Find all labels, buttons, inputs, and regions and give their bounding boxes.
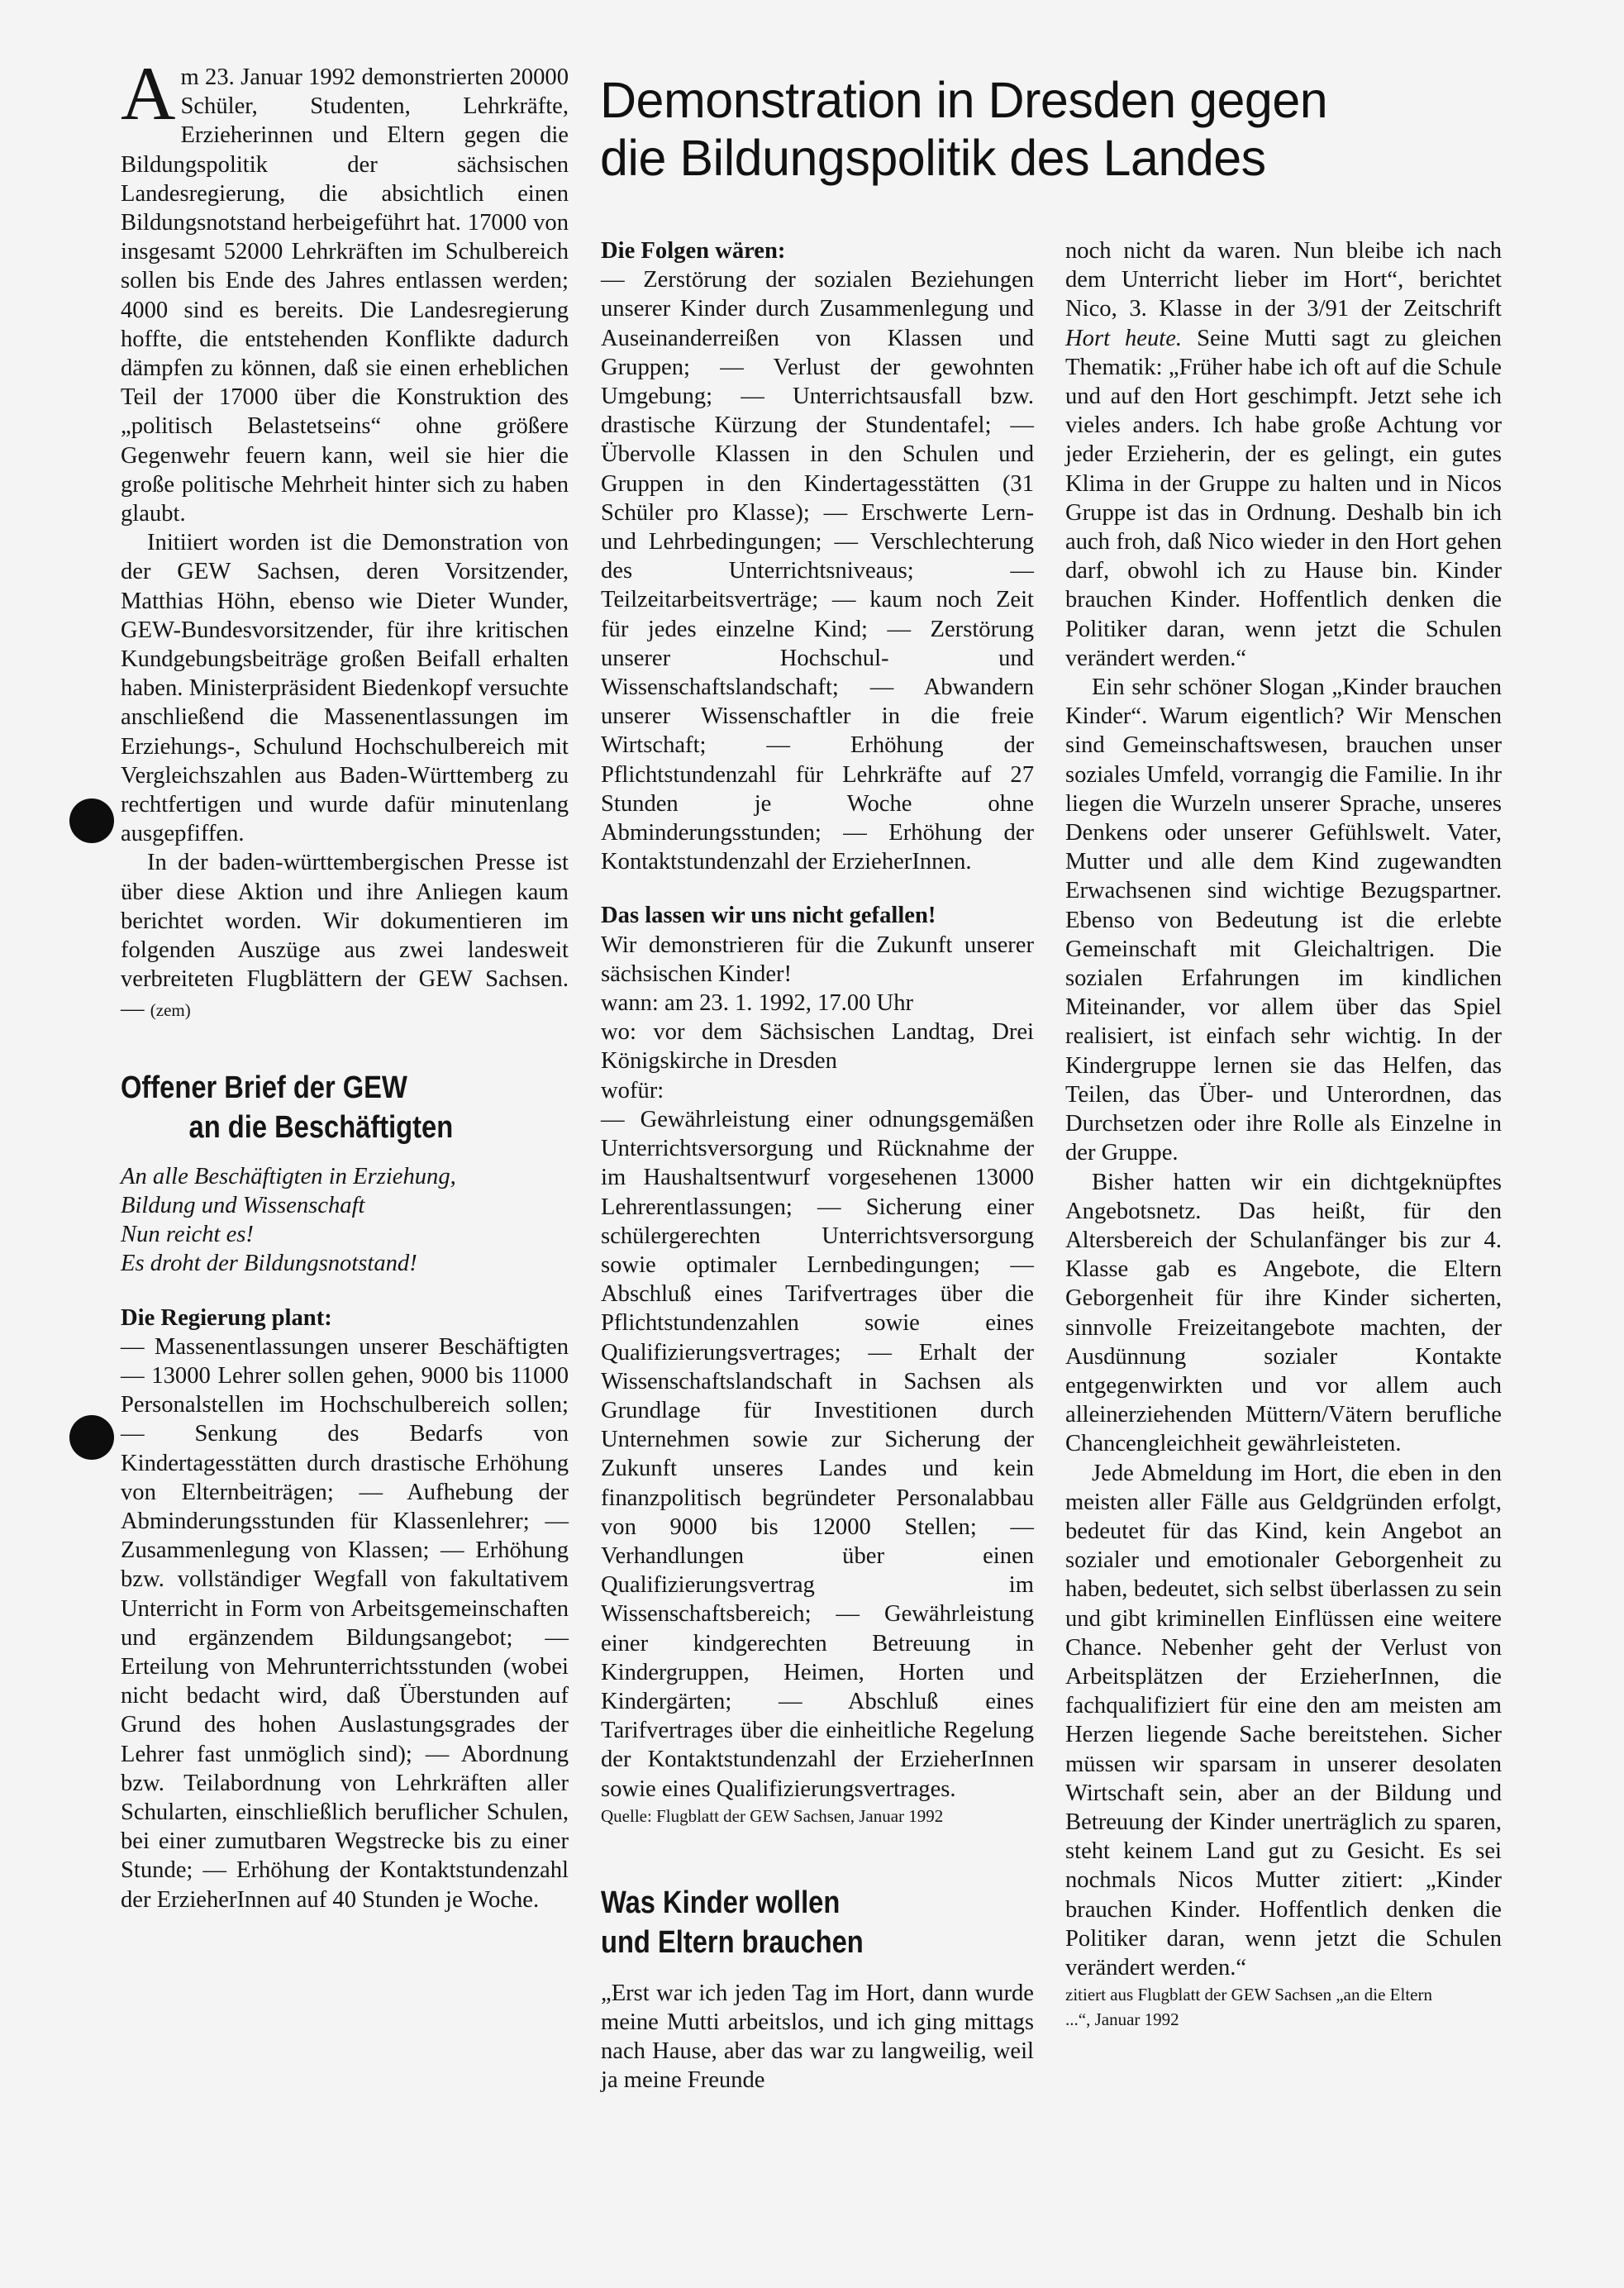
folgen-text: — Zerstörung der sozialen Beziehungen unserer Kinder durch Zusammenlegung und Auseinanderreißen von Klassen und Gruppen; — Verlust der gewohnten Umgebung; — Unterrichtsausfall bzw. drastische Kürzung der Stundentafel; — Übervolle Klassen in den Schulen und Gruppen in den Kindertagesstätten (31 Schüler pro Klasse); — Erschwerte Lern- und Lehrbedingungen; — Verschlechterung des Unterrichtsniveaus; — Teilzeitarbeitsverträge; — kaum noch Zeit für jedes einzelne Kind; — Zerstörung unserer Hochschul- und Wissenschaftslandschaft; — Abwandern unserer Wissenschaftler in die freie Wirtschaft; — Erhöhung der Pflichtstundenzahl für Lehrkräfte auf 27 Stunden je Woche ohne Abminderungsstunden; — Erhöhung der Kontaktstundenzahl der ErzieherInnen. (601, 267, 1034, 875)
section-title-line-2: an die Beschäftigten (188, 1109, 454, 1145)
kinder-text: „Erst war ich jeden Tag im Hort, dann wurde meine Mutti arbeitslos, und ich ging mittags nach Hause, aber das war zu langweilig, weil ja meine Freunde (601, 1980, 1034, 2094)
nico-text-rest: Seine Mutti sagt zu gleichen Thematik: „Früher habe ich oft auf die Schule und auf den Hort geschimpft. Jetzt sehe ich vieles anders. Ich habe große Achtung vor jeder Erzieherin, der es gelingt, ein gutes Klima in der Gruppe zu halten und in Nicos Gruppe ist das in Ordnung. Deshalb bin ich auch froh, daß Nico wieder in den Hort gehen darf, obwohl ich zu Hause bin. Kinder brauchen Kinder. Hoffentlich denken die Politiker daran, wenn jetzt die Schulen verändert werden.“ (1065, 325, 1502, 671)
italic-line-4: Es droht der Bildungsnotstand! (121, 1251, 417, 1277)
punch-hole-top (69, 798, 114, 843)
punch-hole-bottom (69, 1415, 114, 1460)
italic-line-2: Bildung und Wissenschaft (121, 1192, 365, 1218)
section-title-kinder (601, 1883, 1041, 1962)
paragraph-abmeldung: Jede Abmeldung im Hort, die eben in den meisten aller Fälle aus Geldgründen erfolgt, bedeutet für das Kind, kein Angebot an sozialer und emotionaler Geborgenheit zu haben, bedeutet, sich selbst überlassen zu sein und gibt kriminellen Einflüssen eine weitere Chance. Nebenher geht der Verlust von Arbeitsplätzen der ErzieherInnen, die fachqualifiziert für eine den am meisten am Herzen liegende Sache bereitstehen. Sicher müssen wir sparsam in unserer desolaten Wirtschaft sein, aber an der Bildung und Betreuung der Kinder unerträglich zu sparen, steht keinem Land gut zu Gesicht. Es sei nochmals Nicos Mutter zitiert: „Kinder brauchen Kinder. Hoffentlich denken die Politiker daran, wenn jetzt die Schulen verändert werden.“ (1065, 1460, 1502, 1981)
source-citation-line-2: ...“, Januar 1992 (1065, 2009, 1179, 2030)
subhead-folgen: Die Folgen wären: (601, 238, 786, 264)
source-citation-line-1: zitiert aus Flugblatt der GEW Sachsen „an die Eltern (1065, 1985, 1432, 2005)
column-middle (601, 236, 1034, 2095)
italic-line-3: Nun reicht es! (121, 1222, 254, 1248)
headline-line-2: die Bildungspolitik des Landes (600, 130, 1266, 186)
demo-wofuer-label: wofür: (601, 1077, 664, 1103)
paragraph-initiiert: Initiiert worden ist die Demonstration von der GEW Sachsen, deren Vorsitzender, Matthias Höhn, ebenso wie Dieter Wunder, GEW-Bundesvorsitzender, für ihre kritischen Kundgebungsbeiträge großen Beifall erhalten haben. Ministerpräsident Biedenkopf versuchte anschließend die Massenentlassungen im Erziehungs-, Schulund Hochschulbereich mit Vergleichszahlen aus Baden-Württemberg zu rechtfertigen und wurde dafür minutenlang ausgepfiffen. (121, 530, 569, 847)
page-headline (600, 71, 1517, 187)
paragraph-angebotsnetz: Bisher hatten wir ein dichtgeknüpftes Angebotsnetz. Das heißt, für den Altersbereich der Schulanfänger bis zur 4. Klasse gab es Angebote, die Eltern Geborgenheit für ihre Kinder sicherten, sinnvolle Freizeitangebote machten, der Ausdünnung sozialer Kontakte entgegenwirkten und vor allem auch alleinerziehenden Müttern/Vätern berufliche Chancengleichheit gewährleisteten. (1065, 1169, 1502, 1457)
nico-text: noch nicht da waren. Nun bleibe ich nach dem Unterricht lieber im Hort“, berichtet Nico, 3. Klasse in der 3/91 der Zeitschrift (1065, 238, 1502, 322)
section-title-kinder-line-2: und Eltern brauchen (601, 1924, 864, 1960)
subhead-nicht-gefallen: Das lassen wir uns nicht gefallen! (601, 903, 936, 929)
column-right (1065, 236, 1502, 2032)
plan-text: — Massenentlassungen unserer Beschäftigten — 13000 Lehrer sollen gehen, 9000 bis 11000 Personalstellen im Hochschulbereich sollen; — Senkung des Bedarfs von Kindertagesstätten durch drastische Erhöhung von Elternbeiträgen; — Aufhebung der Abminderungsstunden für Klassenlehrer; — Zusammenlegung von Klassen; — Erhöhung bzw. vollständiger Wegfall von fakultativem Unterricht in Form von Arbeitsgemeinschaften und ergänzendem Bildungsangebot; — Erteilung von Mehrunterrichtsstunden (wobei nicht bedacht wird, daß Überstunden auf Grund des hohen Auslastungsgrades der Lehrer fast unmöglich sind); — Abordnung bzw. Teilabordnung von Lehrkräften aller Schularten, einschließlich beruflicher Schulen, bei einer zumutbaren Wegstrecke bis zu einer Stunde; — Erhöhung der Kontaktstundenzahl der ErzieherInnen auf 40 Stunden je Woche. (121, 1333, 569, 1913)
column-left (121, 51, 569, 1914)
source-citation: Quelle: Flugblatt der GEW Sachsen, Januar 1992 (601, 1805, 944, 1826)
drop-cap: A (121, 51, 176, 136)
intro-text: m 23. Januar 1992 demonstrierten 20000 Schüler, Studenten, Lehrkräfte, Erzieherinnen und Eltern gegen die Bildungspolitik der sächsischen Landesregierung, die absichtlich einen Bildungsnotstand herbeigeführt hat. 17000 von insgesamt 52000 Lehrkräften im Schulbereich sollen bis Ende des Jahres entlassen werden; 4000 sind es bereits. Die Landesregierung hoffte, die entstehenden Konflikte dadurch dämpfen zu können, daß sie einen erheblichen Teil der 17000 über die Konstruktion des „politisch Belastetseins“ ohne größere Gegenwehr feuern kann, weil sie hier die große politische Mehrheit hinter sich zu haben glaubt. (121, 64, 569, 527)
demo-wann: wann: am 23. 1. 1992, 17.00 Uhr (601, 990, 914, 1017)
section-title-line-1: Offener Brief der GEW (121, 1070, 407, 1105)
paragraph-presse (121, 848, 569, 1024)
section-title-offener-brief (121, 1068, 561, 1147)
wofuer-text: — Gewährleistung einer odnungsgemäßen Unterrichtsversorgung und Rücknahme der im Haushaltsentwurf vorgesehenen 13000 Lehrerentlassungen; — Sicherung einer schülergerechten Unterrichtsversorgung sowie optimaler Lernbedingungen; — Abschluß eines Tarifvertrages über die Pflichtstundenzahlen sowie eines Qualifizierungsvertrages; — Erhalt der Wissenschaftslandschaft in Sachsen als Grundlage für Investitionen durch Unternehmen sowie zur Sicherung der Zukunft unseres Landes und kein finanzpolitisch begründeter Personalabbau von 9000 bis 12000 Stellen; — Verhandlungen über einen Qualifizierungsvertrag im Wissenschaftsbereich; — Gewährleistung einer kindgerechten Betreuung in Kindergruppen, Heimen, Horten und Kindergärten; — Abschluß eines Tarifvertrages über die einheitliche Regelung der Kontaktstundenzahl der ErzieherInnen sowie eines Qualifizierungsvertrages. (601, 1106, 1034, 1802)
intro-paragraph (121, 51, 569, 528)
demo-wo: wo: vor dem Sächsischen Landtag, Drei Königskirche in Dresden (601, 1019, 1034, 1075)
demo-intro: Wir demonstrieren für die Zukunft unserer sächsischen Kinder! (601, 932, 1034, 987)
magazine-title: Hort heute. (1065, 325, 1183, 351)
paragraph-slogan: Ein sehr schöner Slogan „Kinder brauchen Kinder“. Warum eigentlich? Wir Menschen sind Gemeinschaftswesen, brauchen unser soziales Umfeld, vorrangig die Familie. In ihr liegen die Wurzeln unserer Sprache, unseres Denkens oder unserer Gefühlswelt. Vater, Mutter und alle dem Kind zugewandten Erwachsenen sind wichtige Bezugspartner. Ebenso von Bedeutung ist die erlebte Gemeinschaft mit Gleichaltrigen. Die sozialen Erfahrungen im kindlichen Miteinander, vor allem über das Spiel realisiert, ist einfach sehr wichtig. In der Kindergruppe lernen sie das Helfen, das Teilen, das Über- und Unterordnen, das Durchsetzen oder ihre Rolle als Einzelne in der Gruppe. (1065, 674, 1502, 1166)
author-signature: (zem) (150, 999, 191, 1020)
section-title-kinder-line-1: Was Kinder wollen (601, 1885, 841, 1920)
italic-line-1: An alle Beschäftigten in Erziehung, (121, 1163, 456, 1189)
presse-text: In der baden-württembergischen Presse ist über diese Aktion und ihre Anliegen kaum berichtet worden. Wir dokumentieren im folgenden Auszüge aus zwei landesweit verbreiteten Flugblättern der GEW Sachsen. — (121, 850, 569, 1022)
headline-line-1: Demonstration in Dresden gegen (600, 72, 1328, 128)
paragraph-nico (1065, 236, 1502, 673)
subhead-regierung-plant: Die Regierung plant: (121, 1304, 332, 1331)
